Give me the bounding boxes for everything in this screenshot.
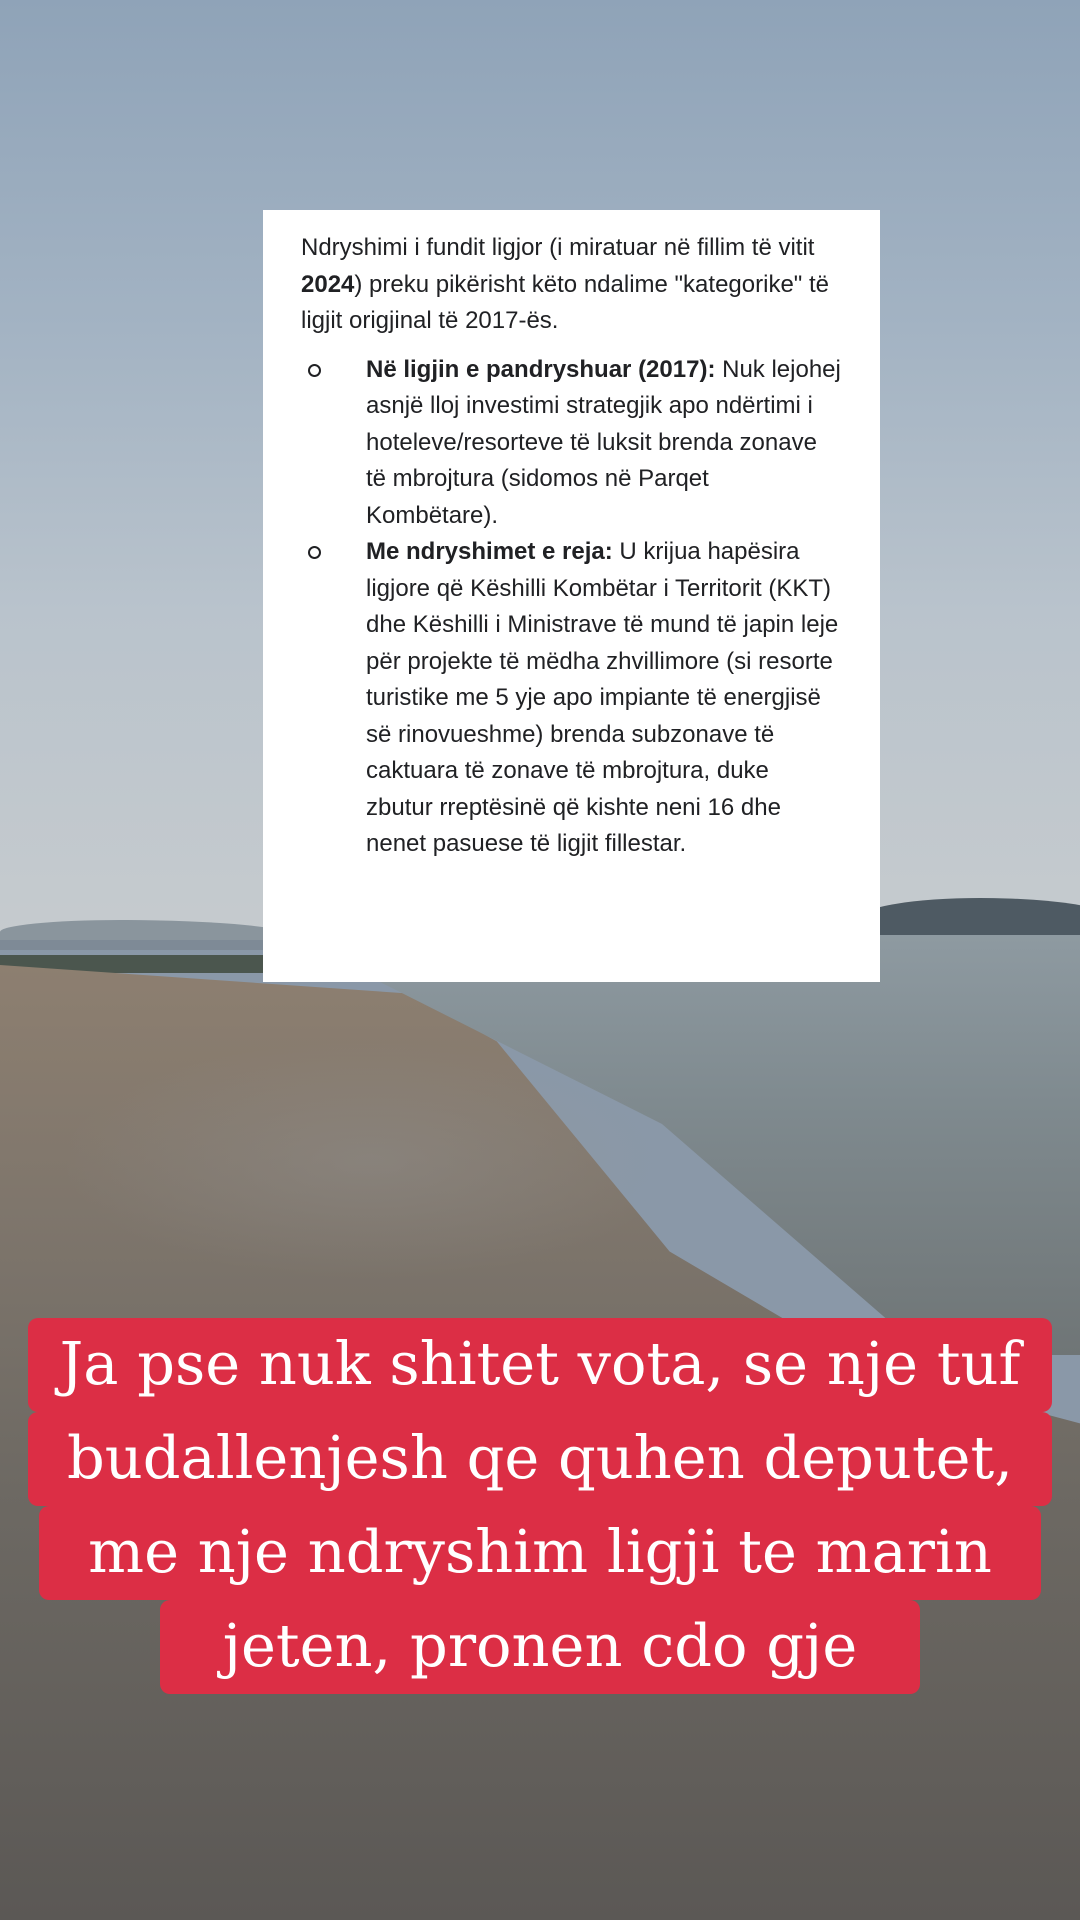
bullet-label: Në ligjin e pandryshuar (2017): [366,355,716,383]
text-screenshot-card [263,210,880,982]
caption-line: budallenjesh qe quhen deputet, [28,1412,1052,1506]
bullet-label: Me ndryshimet e reja: [366,538,613,565]
intro-year: 2024 [301,270,355,298]
hollow-circle-bullet-icon [308,364,321,377]
intro-paragraph [301,230,842,340]
caption-line: Ja pse nuk shitet vota, se nje tuf [28,1318,1052,1412]
hollow-circle-bullet-icon [308,546,321,559]
caption-overlay [0,1318,1080,1694]
bullet-text: U krijua hapësira ligjore që Këshilli Kombëtar i Territorit (KKT) dhe Këshilli i Ministrave të mund të japin leje për projekte të mëdha zhvillimore (si resorte turistike me 5 yje apo impiante të energjisë së rinovueshme) brenda subzonave të caktuara të zonave të mbrojtura, duke zbutur rreptësinë që kishte neni 16 dhe nenet pasuese të ligjit fillestar. [366,538,839,857]
bullet-item [301,534,842,863]
intro-text-end: ) preku pikërisht këto ndalime "kategorike" të ligjit origjinal të 2017-ës. [301,270,829,334]
caption-line: jeten, pronen cdo gje [160,1600,920,1694]
caption-line: me nje ndryshim ligji te marin [39,1506,1041,1600]
bullet-text: Nuk lejohej asnjë lloj investimi strategjik apo ndërtimi i hoteleve/resorteve të luksit brenda zonave të mbrojtura (sidomos në Parqet Kombëtare). [366,355,841,529]
wet-sand [60,1040,680,1280]
intro-text-start: Ndryshimi i fundit ligjor (i miratuar në fillim të vitit [301,234,815,261]
bullet-item [301,352,842,535]
